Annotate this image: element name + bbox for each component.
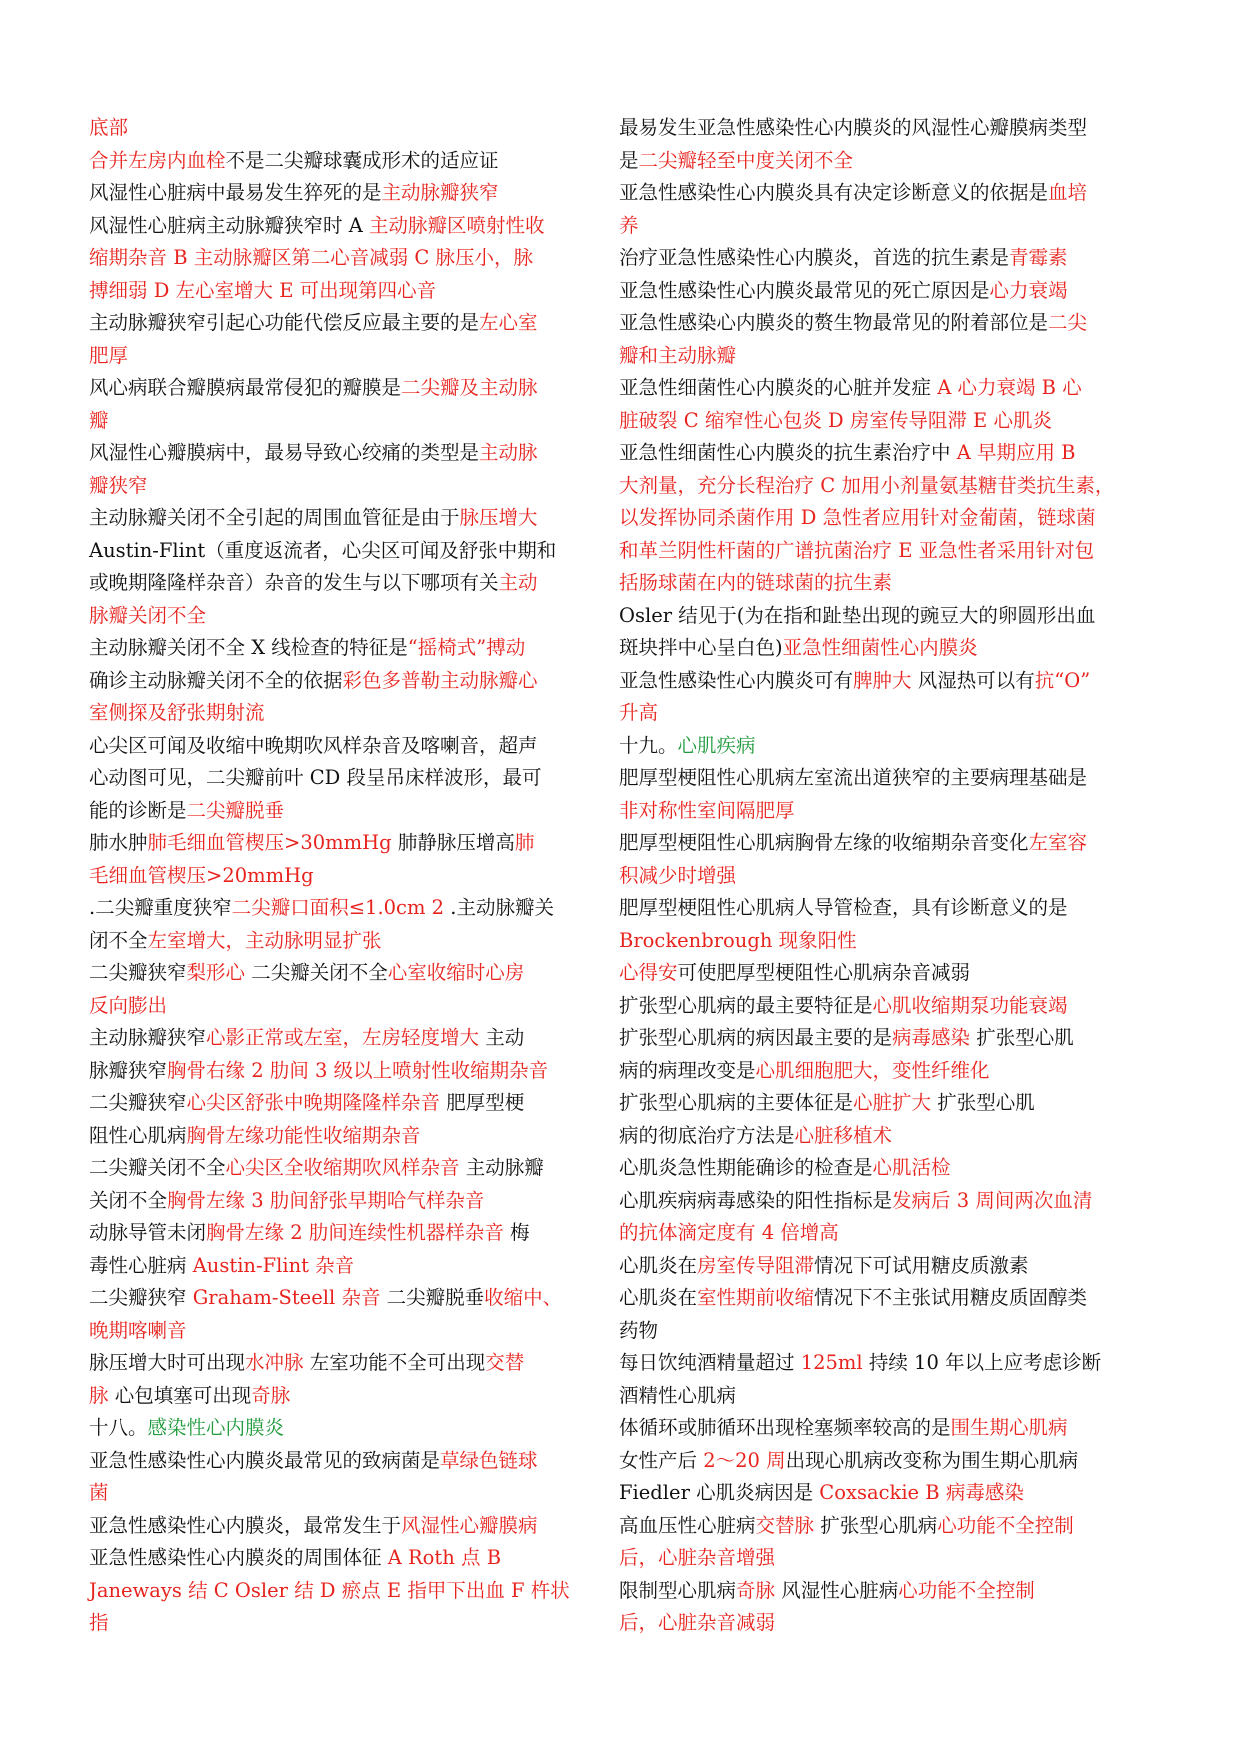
highlighted-text: 心功能不全控制 <box>937 1513 1074 1537</box>
highlighted-text: 室侧探及舒张期射流 <box>89 701 265 724</box>
highlighted-text: 脉压增大 <box>459 506 538 529</box>
text-line <box>619 925 1149 958</box>
plain-text: 酒精性心肌病 <box>619 1383 737 1407</box>
text-line <box>619 827 1149 860</box>
plain-text: 十八。 <box>89 1416 148 1439</box>
plain-text: 左室功能不全可出现 <box>303 1351 486 1374</box>
plain-text: 亚急性感染性心内膜炎最常见的致病菌是 <box>89 1448 441 1472</box>
text-line <box>89 827 599 860</box>
plain-text: 心肌炎在 <box>619 1253 698 1277</box>
highlighted-text: Coxsackie B 病毒感染 <box>819 1481 1024 1504</box>
text-line <box>89 1607 599 1640</box>
plain-text: 能的诊断是 <box>89 798 187 822</box>
plain-text: 亚急性细菌性心内膜炎的抗生素治疗中 <box>619 441 957 464</box>
plain-text: 扩张型心肌病 <box>814 1513 938 1537</box>
text-line <box>619 1282 1149 1315</box>
highlighted-text: 肺毛细血管楔压>30mmHg <box>147 831 392 854</box>
text-line <box>89 1412 599 1445</box>
text-line <box>89 307 599 340</box>
text-line <box>89 1217 599 1250</box>
highlighted-text: 二尖瓣轻至中度关闭不全 <box>638 148 854 172</box>
text-line <box>619 1607 1149 1640</box>
plain-text: 亚急性感染性心内膜炎具有决定诊断意义的依据是 <box>619 181 1049 204</box>
text-line <box>89 405 599 438</box>
section-title-text: 心肌疾病 <box>677 733 756 757</box>
plain-text: 确诊主动脉瓣关闭不全的依据 <box>89 668 343 692</box>
highlighted-text: 升高 <box>619 701 659 724</box>
highlighted-text: 心室收缩时心房 <box>387 961 525 984</box>
plain-text: 扩张型心肌病的主要体征是 <box>619 1091 854 1114</box>
plain-text: 肥厚型梗阻性心肌病左室流出道狭窄的主要病理基础是 <box>619 766 1088 789</box>
text-line <box>619 762 1149 795</box>
text-line <box>619 1087 1149 1120</box>
text-line <box>89 112 599 145</box>
plain-text: .主动脉瓣关 <box>444 896 554 919</box>
plain-text: 扩张型心肌病的病因最主要的是 <box>619 1026 893 1049</box>
highlighted-text: 2～20 周 <box>703 1448 786 1472</box>
plain-text: 或晚期隆隆样杂音）杂音的发生与以下哪项有关 <box>89 571 499 594</box>
plain-text: 十九。 <box>619 733 678 757</box>
plain-text: 情况下可试用糖皮质激素 <box>814 1253 1029 1277</box>
text-line <box>619 632 1149 665</box>
text-line <box>619 1542 1149 1575</box>
highlighted-text: 心力衰竭 <box>989 278 1068 302</box>
plain-text: 二尖瓣关闭不全 <box>245 961 388 984</box>
text-line <box>619 957 1149 990</box>
text-line <box>89 1250 599 1283</box>
text-line <box>89 145 599 178</box>
highlighted-text: 水冲脉 <box>245 1351 304 1374</box>
highlighted-text: 心尖区舒张中晚期隆隆样杂音 <box>186 1091 441 1114</box>
plain-text: 心包填塞可出现 <box>108 1383 252 1407</box>
text-line <box>89 1282 599 1315</box>
text-line <box>89 860 599 893</box>
highlighted-text: 心肌收缩期泵功能衰竭 <box>872 993 1068 1017</box>
text-line <box>89 1022 599 1055</box>
highlighted-text: A 早期应用 B <box>956 441 1076 464</box>
text-line <box>619 697 1149 730</box>
text-line <box>89 665 599 698</box>
plain-text: 是 <box>619 148 639 172</box>
highlighted-text: 心肌活检 <box>872 1156 951 1179</box>
highlighted-text: 底部 <box>89 116 129 139</box>
highlighted-text: 草绿色链球 <box>440 1448 538 1472</box>
text-line <box>619 470 1149 503</box>
highlighted-text: 肥厚 <box>89 343 129 367</box>
highlighted-text: 脏破裂 C 缩窄性心包炎 D 房室传导阻滞 E 心肌炎 <box>619 408 1052 432</box>
plain-text: 最易发生亚急性感染性心内膜炎的风湿性心瓣膜病类型 <box>619 116 1088 139</box>
plain-text: 病的病理改变是 <box>619 1058 756 1082</box>
plain-text: 风湿热可以有 <box>911 668 1035 692</box>
highlighted-text: A 心力衰竭 B 心 <box>937 376 1082 399</box>
highlighted-text: 房室传导阻滞 <box>697 1253 815 1277</box>
text-line <box>89 437 599 470</box>
text-line <box>89 990 599 1023</box>
plain-text: 主动脉瓣关闭不全引起的周围血管征是由于 <box>89 506 460 529</box>
text-line <box>619 275 1149 308</box>
plain-text: 闭不全 <box>89 928 148 952</box>
text-line <box>89 1120 599 1153</box>
plain-text: 药物 <box>619 1318 659 1342</box>
highlighted-text: 亚急性细菌性心内膜炎 <box>782 636 978 659</box>
text-line <box>619 145 1149 178</box>
text-line <box>619 730 1149 763</box>
highlighted-text: 搏细弱 D 左心室增大 E 可出现第四心音 <box>89 278 437 302</box>
highlighted-text: 脉瓣关闭不全 <box>89 603 207 627</box>
text-line <box>89 1477 599 1510</box>
text-line <box>89 1380 599 1413</box>
plain-text: 风心病联合瓣膜病最常侵犯的瓣膜是 <box>89 376 402 399</box>
highlighted-text: 合并左房内血栓 <box>89 148 226 172</box>
plain-text: 不是二尖瓣球囊成形术的适应证 <box>225 148 499 172</box>
plain-text: 女性产后 <box>619 1448 704 1472</box>
highlighted-text: 脉 <box>89 1383 109 1407</box>
highlighted-text: 左心室 <box>479 311 538 334</box>
text-line <box>619 990 1149 1023</box>
highlighted-text: 胸骨右缘 2 肋间 3 级以上喷射性收缩期杂音 <box>167 1058 549 1082</box>
plain-text: 肺水肿 <box>89 831 148 854</box>
highlighted-text: 以发挥协同杀菌作用 D 急性者应用针对金葡菌，链球菌 <box>619 506 1096 529</box>
highlighted-text: 肺 <box>514 831 535 854</box>
plain-text: 脉瓣狭窄 <box>89 1058 168 1082</box>
highlighted-text: 的抗体滴定度有 4 倍增高 <box>619 1221 839 1244</box>
text-line <box>619 1575 1149 1608</box>
plain-text: 高血压性心脏病 <box>619 1513 756 1537</box>
text-line <box>89 275 599 308</box>
plain-text: 风湿性心瓣膜病中，最易导致心绞痛的类型是 <box>89 441 480 464</box>
highlighted-text: 瓣 <box>89 408 109 432</box>
highlighted-text: 二尖瓣脱垂 <box>186 798 285 822</box>
text-line <box>619 1217 1149 1250</box>
plain-text: 二尖瓣狭窄 <box>89 1091 187 1114</box>
text-line <box>89 925 599 958</box>
highlighted-text: 主动脉瓣区喷射性收 <box>368 213 545 237</box>
highlighted-text: Brockenbrough 现象阳性 <box>619 928 857 952</box>
plain-text: 病的彻底治疗方法是 <box>619 1123 795 1147</box>
highlighted-text: 收缩中、 <box>484 1286 563 1309</box>
text-line <box>89 535 599 568</box>
highlighted-text: 养 <box>619 213 639 237</box>
plain-text: 毒性心脏病 <box>89 1253 193 1277</box>
plain-text: 斑块拌中心呈白色) <box>619 636 783 659</box>
plain-text: .二尖瓣重度狭窄 <box>89 896 232 919</box>
highlighted-text: 病毒感染 <box>892 1026 971 1049</box>
text-line <box>89 470 599 503</box>
plain-text: 亚急性感染性心内膜炎可有 <box>619 668 854 692</box>
plain-text: 二尖瓣狭窄 <box>89 1286 193 1309</box>
highlighted-text: Austin-Flint 杂音 <box>192 1253 355 1277</box>
text-line <box>89 177 599 210</box>
highlighted-text: 心脏扩大 <box>853 1091 932 1114</box>
text-line <box>89 340 599 373</box>
text-line <box>89 1055 599 1088</box>
text-line <box>619 307 1149 340</box>
highlighted-text: 主动脉 <box>479 441 538 464</box>
plain-text: 亚急性感染性心内膜炎，最常发生于 <box>89 1513 402 1537</box>
text-line <box>89 567 599 600</box>
text-line <box>619 1445 1149 1478</box>
highlighted-text: 菌 <box>89 1481 109 1504</box>
highlighted-text: 心肌细胞肥大，变性纤维化 <box>755 1058 990 1082</box>
text-line <box>619 1315 1149 1348</box>
highlighted-text: 二尖瓣及主动脉 <box>401 376 538 399</box>
plain-text: 亚急性感染心内膜炎的赘生物最常见的附着部位是 <box>619 311 1049 334</box>
plain-text: Osler 结见于(为在指和趾垫出现的豌豆大的卵圆形出血 <box>619 603 1096 627</box>
plain-text: 心肌炎急性期能确诊的检查是 <box>619 1156 873 1179</box>
plain-text: 每日饮纯酒精量超过 <box>619 1351 801 1374</box>
plain-text: 主动脉瓣狭窄引起心功能代偿反应最主要的是 <box>89 311 480 334</box>
highlighted-text: 瓣和主动脉瓣 <box>619 343 737 367</box>
text-line <box>619 600 1149 633</box>
highlighted-text: 围生期心肌病 <box>950 1416 1068 1439</box>
highlighted-text: 和革兰阴性杆菌的广谱抗菌治疗 E 亚急性者采用针对包 <box>619 538 1095 562</box>
highlighted-text: 后，心脏杂音增强 <box>619 1546 776 1569</box>
left-column <box>89 112 599 1640</box>
text-line <box>619 1347 1149 1380</box>
highlighted-text: 左室增大，主动脉明显扩张 <box>147 928 382 952</box>
highlighted-text: 奇脉 <box>736 1578 776 1602</box>
plain-text: 亚急性感染性心内膜炎最常见的死亡原因是 <box>619 278 990 302</box>
highlighted-text: A Roth 点 B <box>387 1546 502 1569</box>
plain-text: 主动脉瓣 <box>459 1156 544 1179</box>
highlighted-text: 血培 <box>1048 181 1088 204</box>
highlighted-text: 主动 <box>498 571 538 594</box>
plain-text: 二尖瓣狭窄 <box>89 961 187 984</box>
text-line <box>619 665 1149 698</box>
highlighted-text: 交替 <box>485 1351 525 1374</box>
highlighted-text: 二尖瓣口面积≤1.0cm 2 <box>231 896 445 919</box>
plain-text: 主动脉瓣关闭不全 X 线检查的特征是 <box>89 636 408 659</box>
plain-text: 扩张型心肌 <box>931 1091 1035 1114</box>
highlighted-text: 反向膨出 <box>89 993 168 1017</box>
highlighted-text: 发病后 3 周间两次血清 <box>892 1188 1093 1212</box>
highlighted-text: 大剂量，充分长程治疗 C 加用小剂量氨基糖苷类抗生素， <box>619 473 1115 497</box>
plain-text: 肥厚型梗阻性心肌病胸骨左缘的收缩期杂音变化 <box>619 831 1029 854</box>
text-line <box>619 1380 1149 1413</box>
plain-text: 亚急性感染性心内膜炎的周围体征 <box>89 1546 388 1569</box>
text-line <box>89 372 599 405</box>
plain-text: 梅 <box>503 1221 530 1244</box>
highlighted-text: “摇椅式”搏动 <box>407 636 526 659</box>
highlighted-text: 非对称性室间隔肥厚 <box>619 798 795 822</box>
text-line <box>89 957 599 990</box>
highlighted-text: 缩期杂音 B 主动脉瓣区第二心音减弱 C 脉压小，脉 <box>89 246 534 269</box>
highlighted-text: 括肠球菌在内的链球菌的抗生素 <box>619 571 893 594</box>
plain-text: 脉压增大时可出现 <box>89 1351 246 1374</box>
text-line <box>619 1510 1149 1543</box>
text-line <box>619 242 1149 275</box>
text-line <box>619 1412 1149 1445</box>
plain-text: 二尖瓣关闭不全 <box>89 1156 226 1179</box>
plain-text: 治疗亚急性感染性心内膜炎，首选的抗生素是 <box>619 246 1010 269</box>
highlighted-text: Graham-Steell 杂音 <box>192 1286 381 1309</box>
plain-text: 心动图可见，二尖瓣前叶 CD 段呈吊床样波形，最可 <box>89 766 542 789</box>
highlighted-text: 积减少时增强 <box>619 863 737 887</box>
text-line <box>619 1022 1149 1055</box>
highlighted-text: 心得安 <box>619 961 678 984</box>
plain-text: 心肌炎在 <box>619 1286 698 1309</box>
plain-text: 风湿性心脏病 <box>775 1578 899 1602</box>
text-line <box>89 600 599 633</box>
text-line <box>89 697 599 730</box>
plain-text: 二尖瓣脱垂 <box>380 1286 485 1309</box>
highlighted-text: 胸骨左缘 2 肋间连续性机器样杂音 <box>206 1221 504 1244</box>
text-line <box>89 795 599 828</box>
highlighted-text: 奇脉 <box>251 1383 291 1407</box>
highlighted-text: 晚期喀喇音 <box>89 1318 187 1342</box>
highlighted-text: 胸骨左缘 3 肋间舒张早期哈气样杂音 <box>167 1188 485 1212</box>
text-line <box>619 372 1149 405</box>
plain-text: 扩张型心肌 <box>970 1026 1074 1049</box>
text-line <box>619 567 1149 600</box>
highlighted-text: 心功能不全控制 <box>898 1578 1035 1602</box>
highlighted-text: 二尖 <box>1048 311 1088 334</box>
plain-text: Fiedler 心肌炎病因是 <box>619 1481 820 1504</box>
text-line <box>619 1250 1149 1283</box>
text-line <box>89 1347 599 1380</box>
highlighted-text: 梨形心 <box>186 961 246 984</box>
text-line <box>619 340 1149 373</box>
plain-text: 亚急性细菌性心内膜炎的心脏并发症 <box>619 376 938 399</box>
highlighted-text: 心脏移植术 <box>794 1123 893 1147</box>
plain-text: 肥厚型梗阻性心肌病人导管检查，具有诊断意义的是 <box>619 896 1068 919</box>
highlighted-text: 125ml <box>800 1351 863 1374</box>
plain-text: 心尖区可闻及收缩中晚期吹风样杂音及喀喇音，超声 <box>89 733 538 757</box>
plain-text: 心肌疾病病毒感染的阳性指标是 <box>619 1188 893 1212</box>
plain-text: 扩张型心肌病的最主要特征是 <box>619 993 873 1017</box>
plain-text: 风湿性心脏病主动脉瓣狭窄时 A <box>89 213 369 237</box>
plain-text: 肺静脉压增高 <box>391 831 515 854</box>
text-line <box>89 1445 599 1478</box>
plain-text: 关闭不全 <box>89 1188 168 1212</box>
plain-text: 动脉导管未闭 <box>89 1221 207 1244</box>
highlighted-text: 胸骨左缘功能性收缩期杂音 <box>186 1123 421 1147</box>
plain-text: 可使肥厚型梗阻性心肌病杂音减弱 <box>677 961 971 984</box>
text-line <box>89 1185 599 1218</box>
plain-text: 体循环或肺循环出现栓塞频率较高的是 <box>619 1416 951 1439</box>
text-line <box>89 1087 599 1120</box>
text-line <box>89 1510 599 1543</box>
section-title-text: 感染性心内膜炎 <box>147 1416 285 1439</box>
highlighted-text: 毛细血管楔压>20mmHg <box>89 863 314 887</box>
text-line <box>89 1315 599 1348</box>
plain-text: 主动脉瓣狭窄 <box>89 1026 207 1049</box>
text-line <box>89 730 599 763</box>
text-line <box>89 210 599 243</box>
text-line <box>89 1152 599 1185</box>
text-line <box>619 535 1149 568</box>
plain-text: 情况下不主张试用糖皮质固醇类 <box>814 1286 1088 1309</box>
text-line <box>89 762 599 795</box>
highlighted-text: 脾肿大 <box>853 668 912 692</box>
highlighted-text: 心影正常或左室，左房轻度增大 <box>206 1026 480 1049</box>
plain-text: 出现心肌病改变称为围生期心肌病 <box>785 1448 1079 1472</box>
text-line <box>619 795 1149 828</box>
text-line <box>619 860 1149 893</box>
plain-text: 限制型心肌病 <box>619 1578 737 1602</box>
text-line <box>619 405 1149 438</box>
highlighted-text: 交替脉 <box>755 1513 815 1537</box>
text-line <box>619 1477 1149 1510</box>
highlighted-text: 指 <box>89 1611 109 1634</box>
highlighted-text: 彩色多普勒主动脉瓣心 <box>342 668 538 692</box>
text-line <box>619 502 1149 535</box>
text-line <box>89 1575 599 1608</box>
highlighted-text: 左室容 <box>1028 831 1088 854</box>
text-line <box>89 242 599 275</box>
text-line <box>89 1542 599 1575</box>
text-line <box>619 892 1149 925</box>
highlighted-text: 青霉素 <box>1009 246 1068 269</box>
plain-text: 持续 10 年以上应考虑诊断 <box>862 1351 1102 1374</box>
plain-text: 风湿性心脏病中最易发生猝死的是 <box>89 181 382 204</box>
text-line <box>619 437 1149 470</box>
plain-text: 主动 <box>479 1026 525 1049</box>
highlighted-text: 抗“O” <box>1034 668 1091 692</box>
right-column <box>619 112 1149 1640</box>
highlighted-text: 风湿性心瓣膜病 <box>401 1513 538 1537</box>
highlighted-text: 主动脉瓣狭窄 <box>381 181 499 204</box>
highlighted-text: 室性期前收缩 <box>697 1286 815 1309</box>
text-line <box>619 1055 1149 1088</box>
text-line <box>89 892 599 925</box>
highlighted-text: 心尖区全收缩期吹风样杂音 <box>225 1156 460 1179</box>
highlighted-text: 瓣狭窄 <box>89 473 148 497</box>
plain-text: Austin-Flint（重度返流者，心尖区可闻及舒张中期和 <box>89 538 557 562</box>
text-line <box>89 502 599 535</box>
text-line <box>619 112 1149 145</box>
plain-text: 阻性心肌病 <box>89 1123 187 1147</box>
highlighted-text: Janeways 结 C Osler 结 D 瘀点 E 指甲下出血 F 杵状 <box>89 1578 570 1602</box>
plain-text: 肥厚型梗 <box>440 1091 525 1114</box>
text-line <box>619 177 1149 210</box>
text-line <box>89 632 599 665</box>
text-line <box>619 1152 1149 1185</box>
highlighted-text: 后，心脏杂音减弱 <box>619 1611 776 1634</box>
text-line <box>619 1185 1149 1218</box>
text-line <box>619 210 1149 243</box>
text-line <box>619 1120 1149 1153</box>
